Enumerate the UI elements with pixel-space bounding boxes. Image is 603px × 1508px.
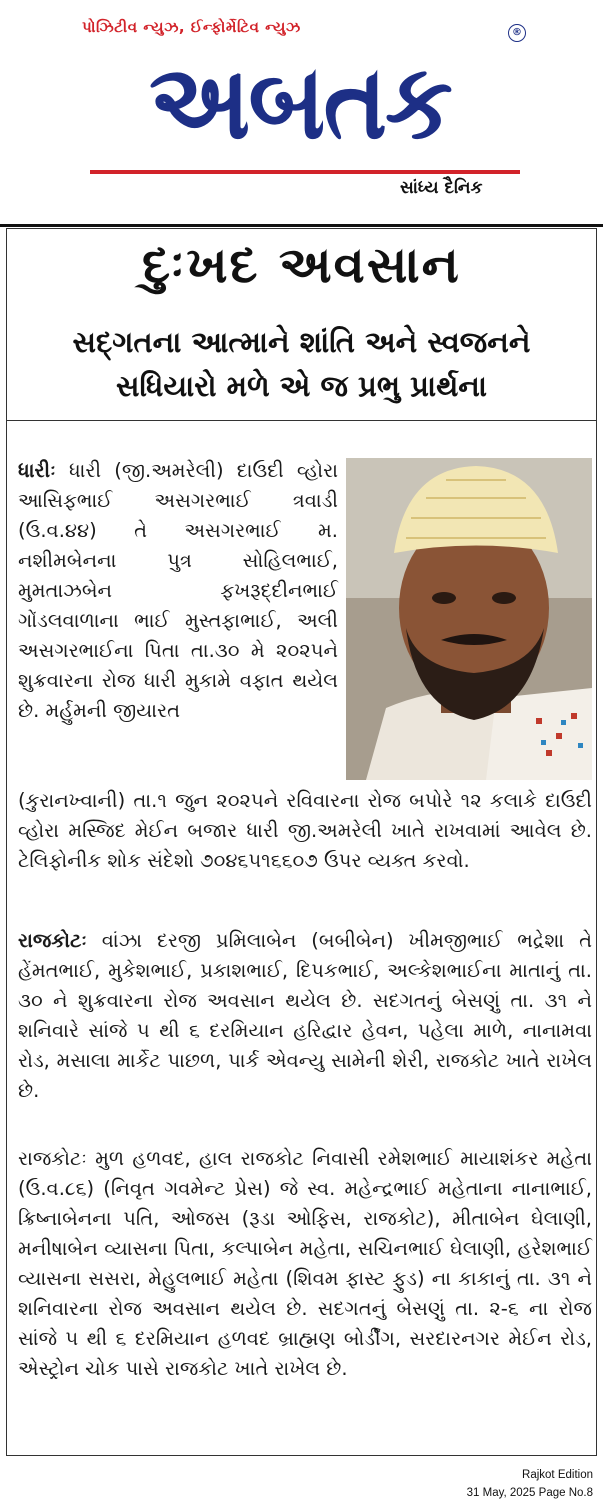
obituary-dhari <box>18 456 338 726</box>
edition-tag: સાંધ્ય દૈનિક <box>400 178 483 198</box>
footer-edition: Rajkot Edition <box>522 1469 593 1481</box>
obituary-rajkot-1 <box>18 926 592 1106</box>
subhead-line-1: સદ્ગતના આત્માને શાંતિ અને સ્વજનને <box>72 325 531 359</box>
obituary-dhari-text: ધારી (જી.અમરેલી) દાઉદી વ્હોરા આસિફભાઈ અસગરભાઈ ત્રવાડી (ઉ.વ.૪૪) તે અસગરભાઈ મ. નશીમબેનના પુત્ર સોહિલભાઈ, મુમતાઝબેન ફખરૂદ્દીનભાઈ ગોંડલવાળાના ભાઈ મુસ્તફાભાઈ, અલી અસગરભાઈના પિતા તા.૩૦ મે ૨૦૨૫ને શુક્રવારના રોજ ધારી મુકામે વફાત થયેલ છે. મર્હુમની જીયારત <box>18 459 338 722</box>
headline: દુઃખદ અવસાન <box>142 236 461 294</box>
portrait-photo <box>346 458 592 780</box>
subhead-line-2: સધિયારો મળે એ જ પ્રભુ પ્રાર્થના <box>115 369 488 403</box>
logo-underline <box>90 170 520 174</box>
logo-text: અબતક <box>149 41 451 163</box>
registered-mark: ® <box>508 24 526 42</box>
masthead <box>0 0 603 218</box>
obituary-rajkot-2: રાજકોટઃ મુળ હળવદ, હાલ રાજકોટ નિવાસી રમેશભાઈ માયાશંકર મહેતા (ઉ.વ.૮૬) (નિવૃત ગવમેન્ટ પ્રેસ) જે સ્વ. મહેન્દ્રભાઈ મહેતાના નાનાભાઈ, ક્રિષ્નાબેનના પતિ, ઓજસ (રૂડા ઓફિસ, રાજકોટ), મીતાબેન ઘેલાણી, મનીષાબેન વ્યાસના પિતા, કલ્પાબેન મહેતા, સચિનભાઈ ઘેલાણી, હરેશભાઈ વ્યાસના સસરા, મેહુલભાઈ મહેતા (શિવમ ફાસ્ટ ફુડ) ના કાકાનું તા. ૩૧ ને શનિવારના રોજ અવસાન થયેલ છે. સદગતનું બેસણું તા. ૨-૬ ના રોજ સાંજે ૫ થી ૬ દરમિયાન હળવદ બ્રાહ્મણ બોર્ડીંગ, સરદારનગર મેઈન રોડ, એસ્ટ્રોન ચોક પાસે રાજકોટ ખાતે રાખેલ છે. <box>18 1147 592 1380</box>
section-divider <box>6 420 597 421</box>
dateline-dhari: ધારીઃ <box>18 459 56 482</box>
obituary-rajkot-1-text: વાંઝા દરજી પ્રમિલાબેન (બબીબેન) ખીમજીભાઈ ભદ્રેશા તે હેંમતભાઈ, મુકેશભાઈ, પ્રકાશભાઈ, દિપકભાઈ, અલ્કેશભાઈના માતાનું તા. ૩૦ ને શુક્રવારના રોજ અવસાન થયેલ છે. સદગતનું બેસણું તા. ૩૧ ને શનિવારે સાંજે ૫ થી ૬ દરમિયાન હરિદ્વાર હેવન, પહેલા માળે, નાનામવા રોડ, મસાલા માર્કેટ પાછળ, પાર્ક એવન્યુ સામેની શેરી, રાજકોટ ખાતે રાખેલ છે. <box>18 929 592 1102</box>
obituary-dhari-continued: (કુરાનખ્વાની) તા.૧ જુન ૨૦૨૫ને રવિવારના રોજ બપોરે ૧૨ કલાકે દાઉદી વ્હોરા મસ્જિદ મેઈન બજાર ધારી જી.અમરેલી ખાતે રાખવામાં આવેલ છે. ટેલિફોનીક શોક સંદેશો ૭૦૪૬૫૧૬૬૦૭ ઉપર વ્યક્ત કરવો. <box>18 789 592 872</box>
portrait-illustration <box>346 458 592 780</box>
page-footer <box>467 1466 593 1502</box>
dateline-rajkot: રાજકોટઃ <box>18 929 87 952</box>
subhead <box>6 320 597 408</box>
footer-date-page: 31 May, 2025 Page No.8 <box>466 1487 593 1499</box>
newspaper-logo <box>80 40 520 164</box>
masthead-tagline: પોઝિટીવ ન્યુઝ, ઈન્ફોર્મેટિવ ન્યુઝ <box>82 18 301 36</box>
